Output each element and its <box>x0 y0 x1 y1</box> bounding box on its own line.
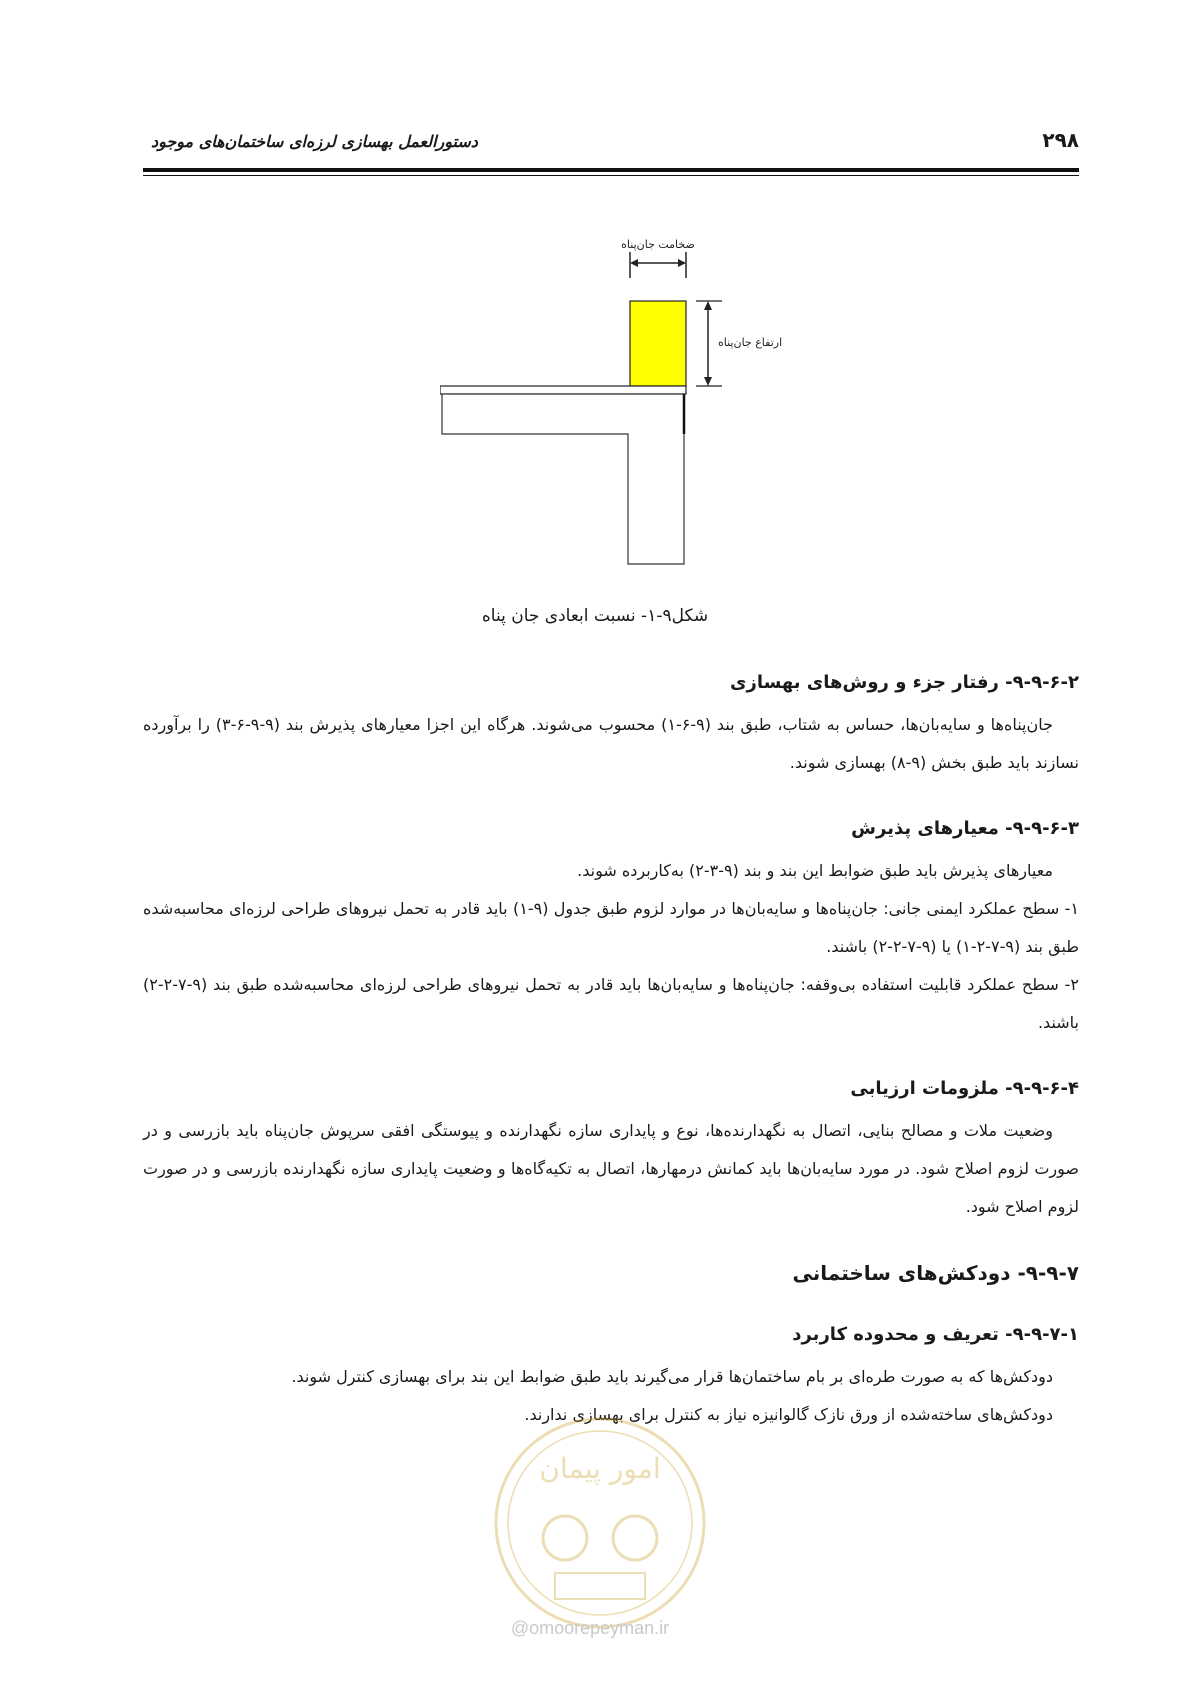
paragraph: معیارهای پذیرش باید طبق ضوابط این بند و بند (۹-۳-۲) به‌کاربرده شوند. <box>577 861 1053 880</box>
watermark-logo <box>485 1408 715 1638</box>
parapet-diagram <box>440 238 860 598</box>
parapet-figure <box>440 238 860 598</box>
thickness-arrow-right <box>678 259 686 267</box>
figure-caption: شکل۹-۱- نسبت ابعادی جان پناه <box>481 606 709 626</box>
thickness-label: ضخامت جان‌پناه <box>621 238 695 251</box>
paragraph: جان‌پناه‌ها و سایه‌بان‌ها، حساس به شتاب، طبق بند (۹-۶-۱) محسوب می‌شوند. هرگاه این اجزا معیارهای پذیرش بند (۹-۹-۶-۳) را برآورده نسازند باید طبق بخش (۹-۸) بهسازی شوند. <box>143 715 1079 772</box>
book-title: دستورالعمل بهسازی لرزه‌ای ساختمان‌های موجود <box>151 132 478 151</box>
height-arrow-bottom <box>704 377 712 386</box>
roof-cap <box>440 386 686 394</box>
section-heading-9-9-7-1: ۹-۹-۷-۱- تعریف و محدوده کاربرد <box>792 1324 1079 1345</box>
wall-slab-section <box>442 394 684 564</box>
watermark-text: امور پیمان <box>539 1452 661 1485</box>
section-heading-9-9-6-2: ۹-۹-۶-۲- رفتار جزء و روش‌های بهسازی <box>729 672 1079 693</box>
parapet-block <box>630 301 686 386</box>
height-label: ارتفاع جان‌پناه <box>718 336 783 349</box>
watermark-gear-left <box>543 1516 587 1560</box>
header-rule-thin <box>143 175 1079 176</box>
paragraph: وضعیت ملات و مصالح بنایی، اتصال به نگهدارنده‌ها، نوع و پایداری سازه نگهدارنده و پیوستگی افقی سرپوش جان‌پناه باید بازرسی و در صورت لزوم اصلاح شود. در مورد سایه‌بان‌ها باید کمانش درمهارها، اتصال به تکیه‌گاه‌ها و وضعیت پایداری سازه نگهدارنده بازرسی و در صورت لزوم اصلاح شود. <box>143 1121 1079 1216</box>
thickness-arrow-left <box>630 259 638 267</box>
watermark-gear-right <box>613 1516 657 1560</box>
paragraph: ۲- سطح عملکرد قابلیت استفاده بی‌وقفه: جان‌پناه‌ها و سایه‌بان‌ها باید قادر به تحمل نیروهای طراحی لرزه‌ای محاسبه‌شده طبق بند (۹-۷-۲-۲) باشند. <box>143 975 1079 1032</box>
paragraph: دودکش‌های ساخته‌شده از ورق نازک گالوانیزه نیاز به کنترل برای بهسازی ندارند. <box>524 1405 1053 1424</box>
paragraph: ۱- سطح عملکرد ایمنی جانی: جان‌پناه‌ها و سایه‌بان‌ها در موارد لزوم طبق جدول (۹-۱) باید قادر به تحمل نیروهای طراحی لرزه‌ای محاسبه‌شده طبق بند (۹-۷-۲-۱) یا (۹-۷-۲-۲) باشند. <box>143 899 1080 956</box>
watermark-ring-outer <box>496 1419 704 1627</box>
watermark-base <box>555 1573 645 1599</box>
section-heading-9-9-6-4: ۹-۹-۶-۴- ملزومات ارزیابی <box>850 1078 1079 1099</box>
section-heading-9-9-7: ۹-۹-۷- دودکش‌های ساختمانی <box>792 1261 1079 1285</box>
section-heading-9-9-6-3: ۹-۹-۶-۳- معیارهای پذیرش <box>851 818 1079 839</box>
header-rule-thick <box>143 168 1079 172</box>
page-number: ۲۹۸ <box>1042 128 1079 152</box>
page-header <box>143 120 1079 164</box>
watermark-url: @omoorepeyman.ir <box>510 1618 670 1638</box>
main-content <box>143 660 1079 1434</box>
paragraph: دودکش‌ها که به صورت طره‌ای بر بام ساختمان‌ها قرار می‌گیرند باید طبق ضوابط این بند برای بهسازی کنترل شوند. <box>291 1367 1053 1386</box>
height-arrow-top <box>704 301 712 310</box>
